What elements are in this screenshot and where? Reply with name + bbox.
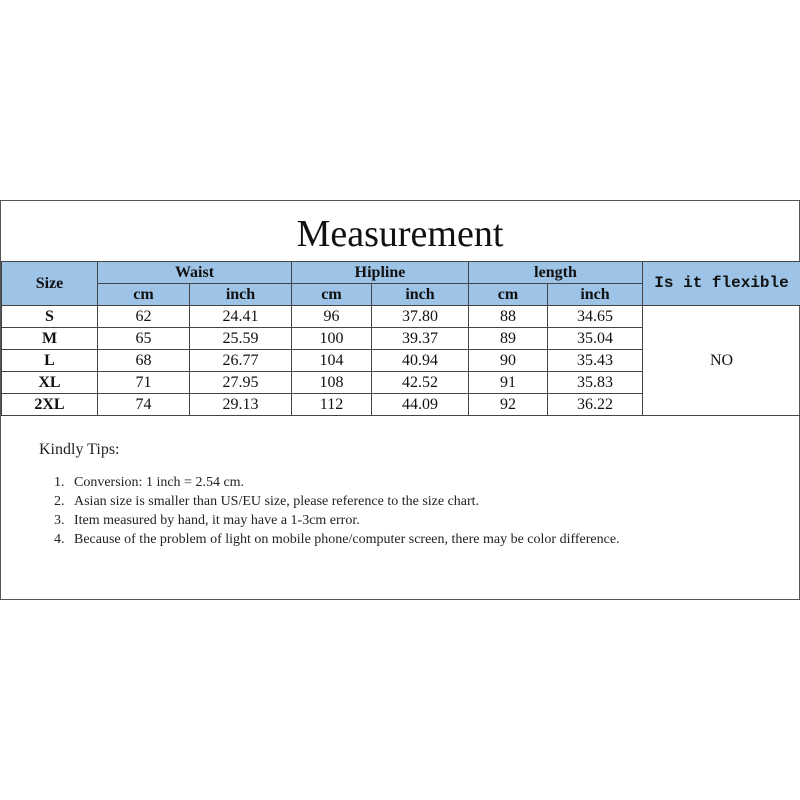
tip-item: 3. Item measured by hand, it may have a 1-3cm error. — [68, 511, 714, 530]
waist-inch-cell: 24.41 — [190, 306, 292, 328]
length-inch-cell: 36.22 — [548, 394, 643, 416]
tips-list — [39, 473, 714, 549]
size-cell: M — [2, 328, 98, 350]
hip-cm-cell: 112 — [292, 394, 372, 416]
size-cell: XL — [2, 372, 98, 394]
length-cm-cell: 92 — [469, 394, 548, 416]
header-hip-inch: inch — [372, 284, 469, 306]
waist-inch-cell: 27.95 — [190, 372, 292, 394]
waist-inch-cell: 29.13 — [190, 394, 292, 416]
kindly-tips — [39, 441, 714, 549]
hip-inch-cell: 44.09 — [372, 394, 469, 416]
hip-cm-cell: 96 — [292, 306, 372, 328]
header-hipline: Hipline — [292, 262, 469, 284]
waist-cm-cell: 74 — [98, 394, 190, 416]
size-cell: 2XL — [2, 394, 98, 416]
size-cell: L — [2, 350, 98, 372]
length-inch-cell: 35.04 — [548, 328, 643, 350]
waist-cm-cell: 68 — [98, 350, 190, 372]
tips-heading: Kindly Tips: — [39, 441, 120, 458]
header-row — [2, 262, 800, 284]
header-size: Size — [2, 262, 98, 306]
header-waist-cm: cm — [98, 284, 190, 306]
measurement-table — [1, 261, 800, 416]
waist-cm-cell: 65 — [98, 328, 190, 350]
hip-cm-cell: 104 — [292, 350, 372, 372]
length-cm-cell: 90 — [469, 350, 548, 372]
waist-inch-cell: 25.59 — [190, 328, 292, 350]
length-cm-cell: 89 — [469, 328, 548, 350]
length-inch-cell: 35.43 — [548, 350, 643, 372]
hip-inch-cell: 39.37 — [372, 328, 469, 350]
waist-inch-cell: 26.77 — [190, 350, 292, 372]
waist-cm-cell: 62 — [98, 306, 190, 328]
size-chart — [0, 200, 800, 600]
hip-cm-cell: 108 — [292, 372, 372, 394]
tip-item: 2. Asian size is smaller than US/EU size, please reference to the size chart. — [68, 492, 714, 511]
header-waist: Waist — [98, 262, 292, 284]
hip-inch-cell: 37.80 — [372, 306, 469, 328]
length-cm-cell: 88 — [469, 306, 548, 328]
length-cm-cell: 91 — [469, 372, 548, 394]
hip-inch-cell: 40.94 — [372, 350, 469, 372]
header-hip-cm: cm — [292, 284, 372, 306]
hip-cm-cell: 100 — [292, 328, 372, 350]
header-length-cm: cm — [469, 284, 548, 306]
length-inch-cell: 35.83 — [548, 372, 643, 394]
size-cell: S — [2, 306, 98, 328]
waist-cm-cell: 71 — [98, 372, 190, 394]
header-waist-inch: inch — [190, 284, 292, 306]
table-row — [2, 306, 800, 328]
page-title: Measurement — [296, 213, 504, 255]
header-length: length — [469, 262, 643, 284]
header-length-inch: inch — [548, 284, 643, 306]
header-flexible: Is it flexible — [643, 262, 800, 306]
flexible-value: NO — [643, 306, 800, 416]
length-inch-cell: 34.65 — [548, 306, 643, 328]
tip-item: 4. Because of the problem of light on mobile phone/computer screen, there may be color difference. — [68, 530, 714, 549]
tip-item: 1. Conversion: 1 inch = 2.54 cm. — [68, 473, 714, 492]
hip-inch-cell: 42.52 — [372, 372, 469, 394]
